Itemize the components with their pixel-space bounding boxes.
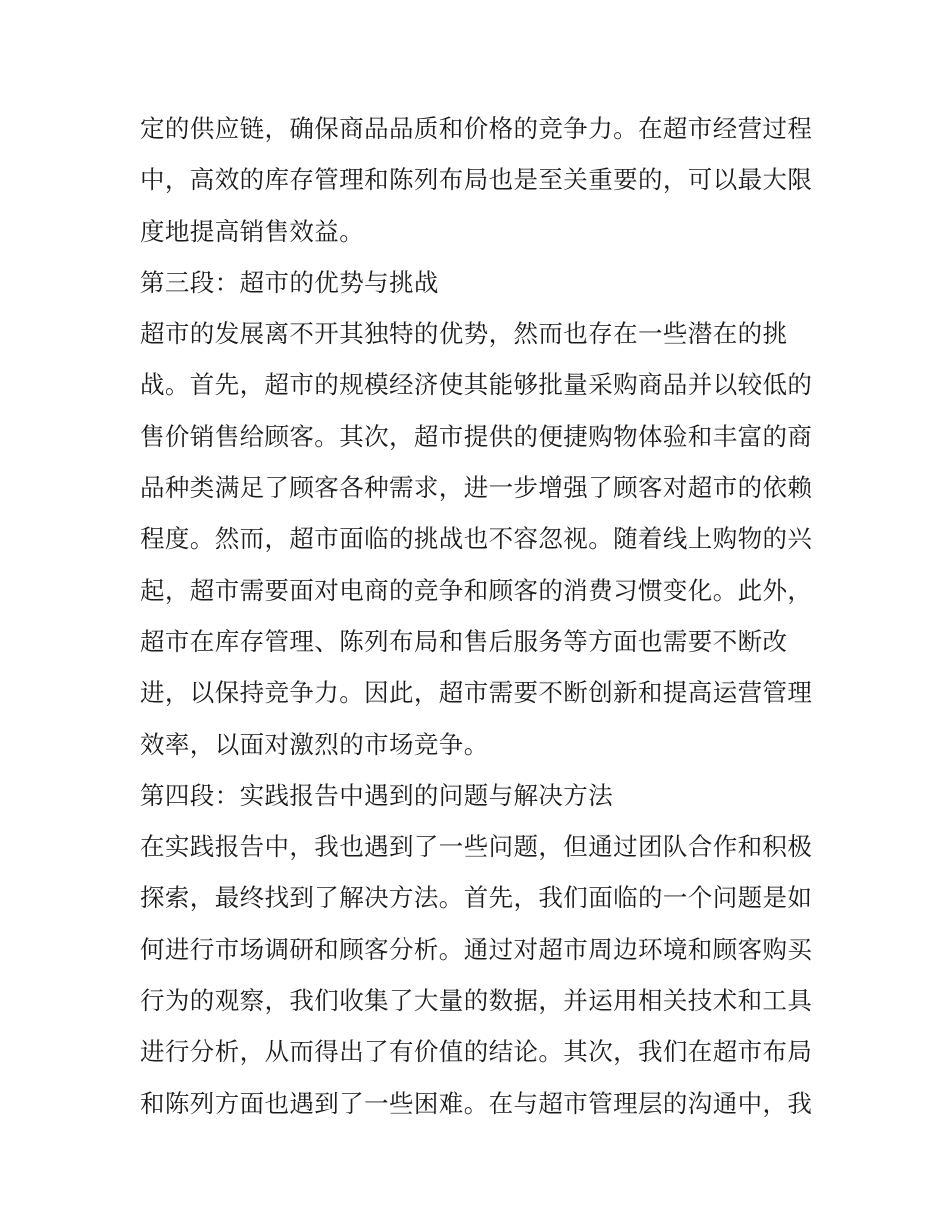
paragraph-line: 起，超市需要面对电商的竞争和顾客的消费习惯变化。此外， [140,575,813,605]
paragraph-line: 效率，以面对激烈的市场竞争。 [140,729,489,759]
paragraph-line: 超市在库存管理、陈列布局和售后服务等方面也需要不断改 [140,626,788,656]
paragraph-line: 战。首先，超市的规模经济使其能够批量采购商品并以较低的 [140,370,813,400]
paragraph-line: 超市的发展离不开其独特的优势，然而也存在一些潜在的挑 [140,319,788,349]
paragraph-line: 探索，最终找到了解决方法。首先，我们面临的一个问题是如 [140,883,813,913]
paragraph-line: 和陈列方面也遇到了一些困难。在与超市管理层的沟通中，我 [140,1088,813,1118]
paragraph-line: 程度。然而，超市面临的挑战也不容忽视。随着线上购物的兴 [140,524,813,554]
paragraph-line: 度地提高销售效益。 [140,216,365,246]
section-heading: 第三段：超市的优势与挑战 [140,267,439,297]
paragraph-line: 进行分析，从而得出了有价值的结论。其次，我们在超市布局 [140,1037,813,1067]
section-heading: 第四段：实践报告中遇到的问题与解决方法 [140,780,614,810]
paragraph-line: 售价销售给顾客。其次，超市提供的便捷购物体验和丰富的商 [140,421,813,451]
paragraph-line: 中，高效的库存管理和陈列布局也是至关重要的，可以最大限 [140,165,813,195]
document-body [140,107,812,1133]
paragraph-line: 在实践报告中，我也遇到了一些问题，但通过团队合作和积极 [140,832,813,862]
paragraph-line: 行为的观察，我们收集了大量的数据，并运用相关技术和工具 [140,986,813,1016]
paragraph-line: 何进行市场调研和顾客分析。通过对超市周边环境和顾客购买 [140,934,813,964]
paragraph-line: 定的供应链，确保商品品质和价格的竞争力。在超市经营过程 [140,114,813,143]
paragraph-line: 进，以保持竞争力。因此，超市需要不断创新和提高运营管理 [140,678,813,708]
paragraph-line: 品种类满足了顾客各种需求，进一步增强了顾客对超市的依赖 [140,473,813,503]
